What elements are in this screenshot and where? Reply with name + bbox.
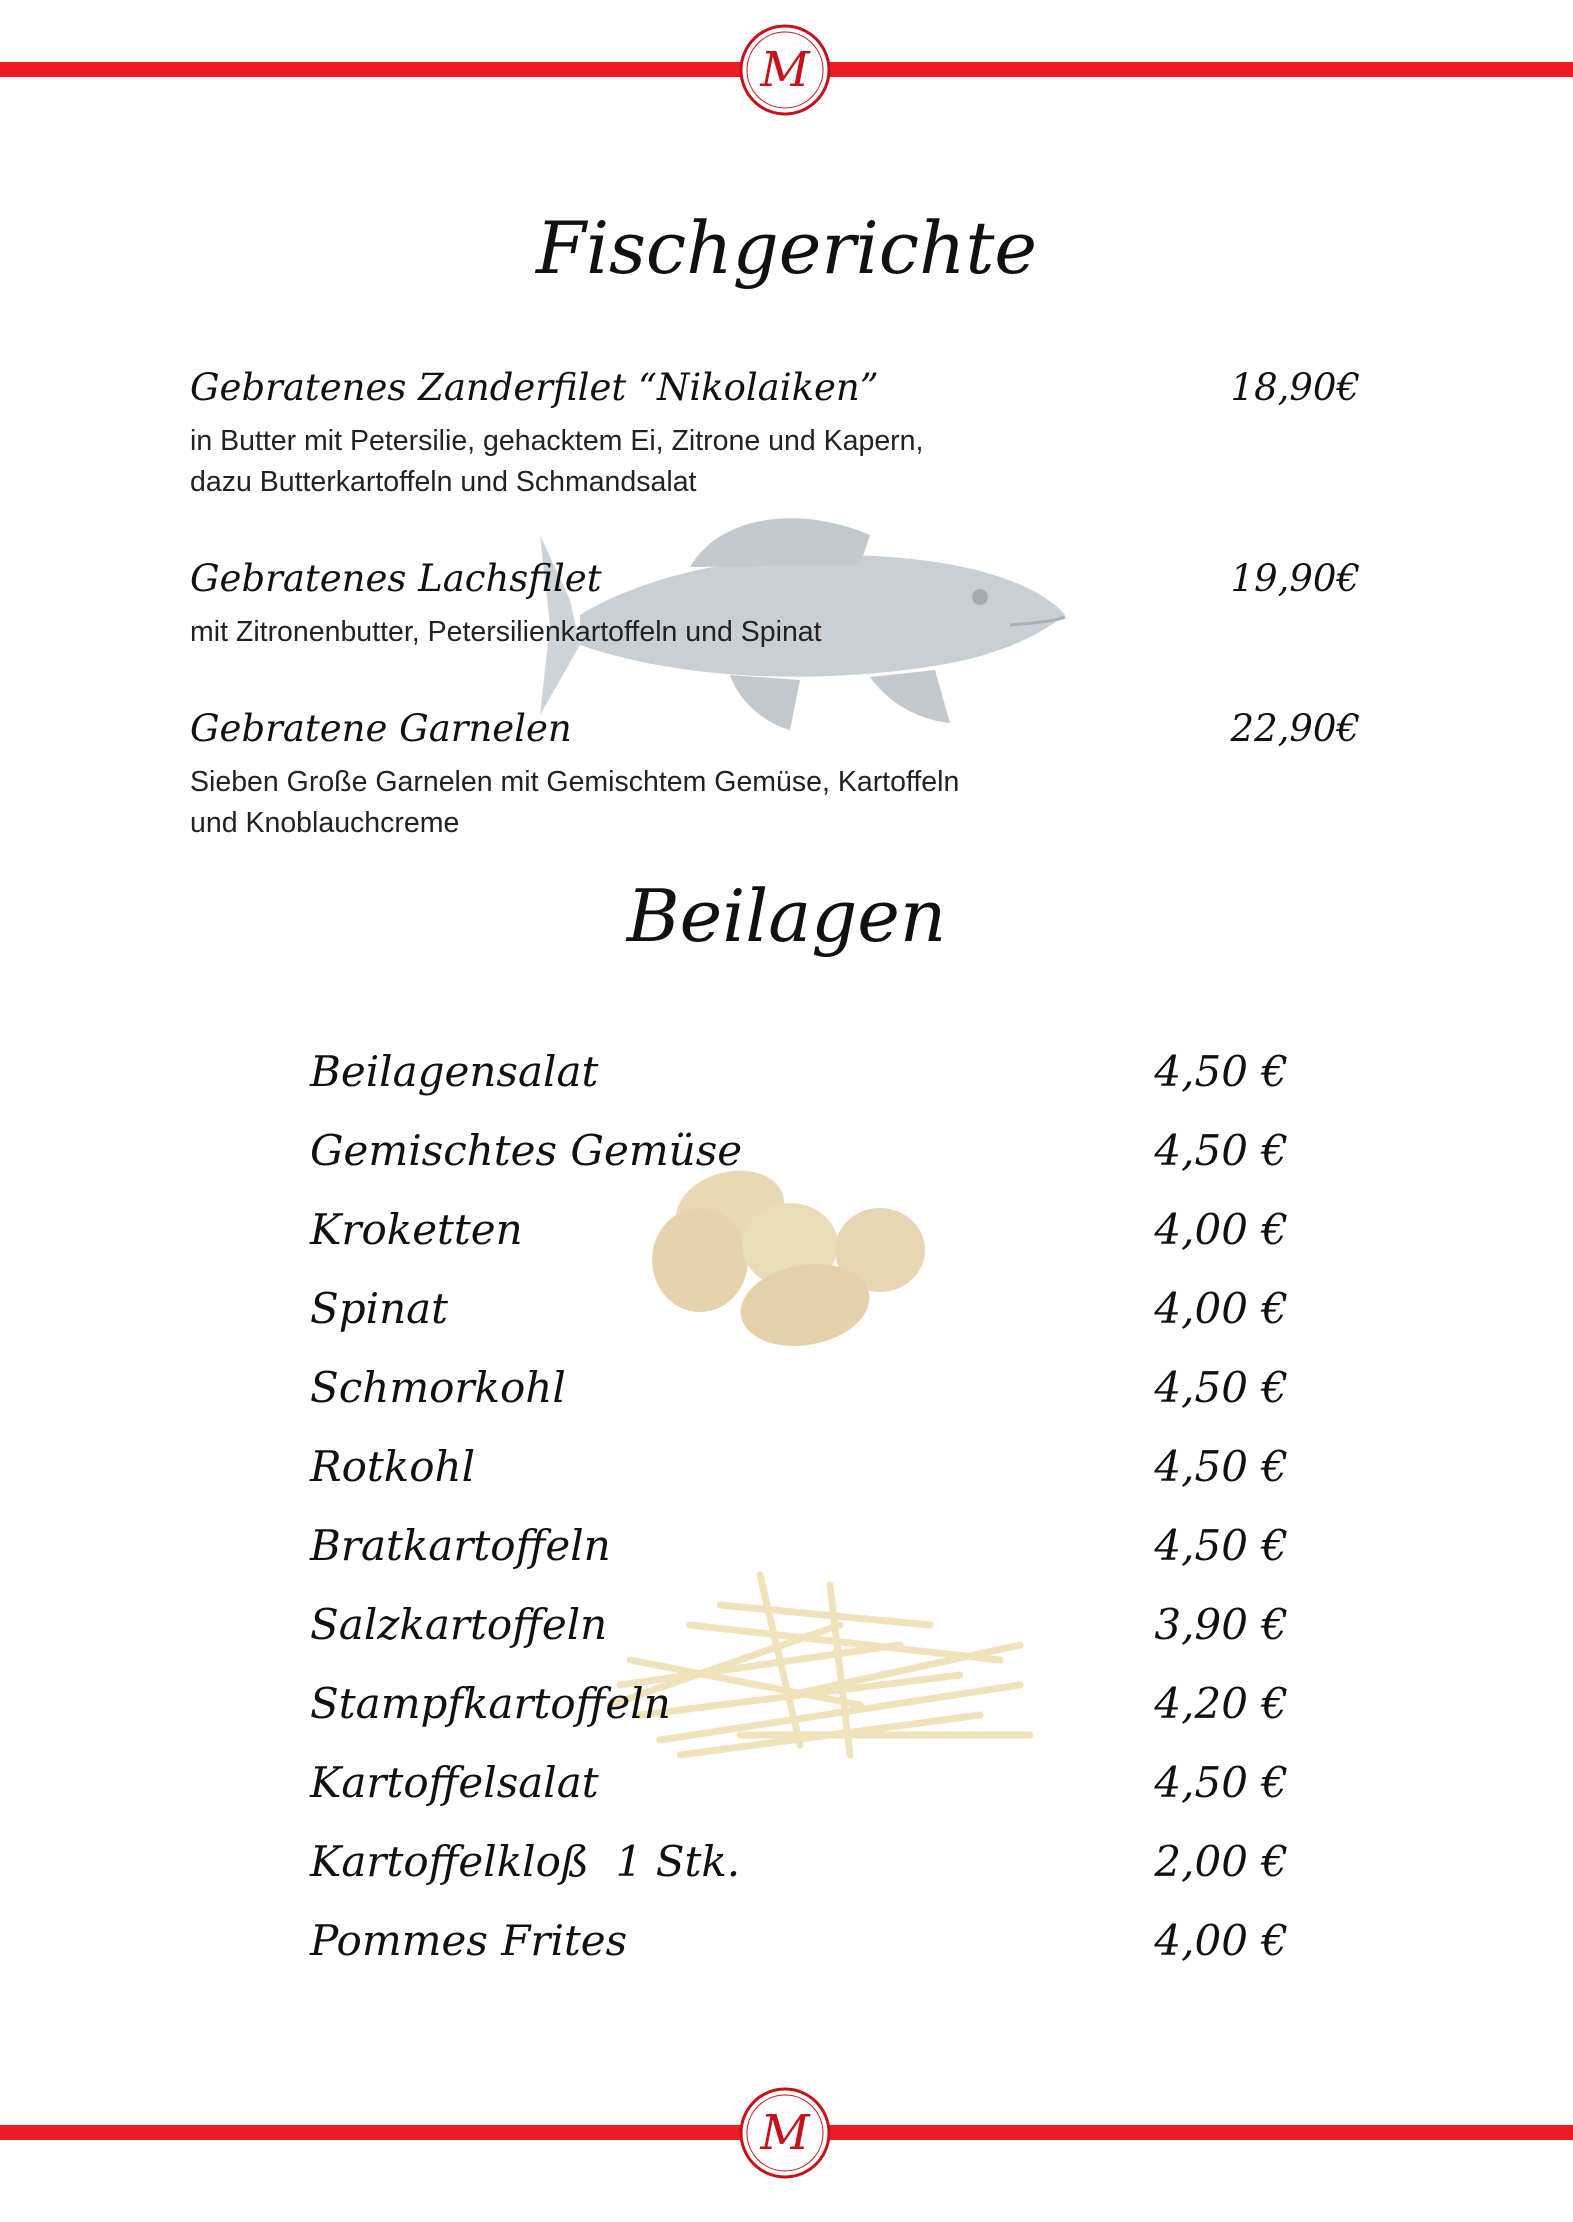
section-title-fish: Fischgerichte	[535, 206, 1037, 290]
side-item-price: 4,50 €	[1154, 1521, 1288, 1570]
side-item-price: 4,00 €	[1154, 1284, 1288, 1333]
side-item-name: Bratkartoffeln	[310, 1521, 611, 1570]
dish-description-line: mit Zitronenbutter, Petersilienkartoffeln und Spinat	[190, 616, 822, 648]
side-item-name: Pommes Frites	[310, 1916, 628, 1965]
monogram-logo	[738, 23, 832, 117]
side-item-name: Kartoffelkloß 1 Stk.	[310, 1837, 741, 1886]
side-item-name: Stampfkartoffeln	[310, 1679, 671, 1728]
side-item-price: 4,50 €	[1154, 1758, 1288, 1807]
dish-description	[190, 421, 1050, 503]
side-item-price: 4,50 €	[1154, 1363, 1288, 1412]
side-item-price: 4,50 €	[1154, 1126, 1288, 1175]
side-item-name: Gemischtes Gemüse	[310, 1126, 743, 1175]
side-item	[310, 1364, 1288, 1443]
dish-price: 19,90€	[1230, 557, 1360, 600]
side-item-name: Schmorkohl	[310, 1363, 566, 1412]
monogram-letter: M	[760, 42, 810, 98]
dish-description-line: und Knoblauchcreme	[190, 807, 460, 839]
dish-description-line: dazu Butterkartoffeln und Schmandsalat	[190, 466, 697, 498]
side-item-name: Rotkohl	[310, 1442, 476, 1491]
side-item	[310, 1917, 1288, 1996]
side-item	[310, 1285, 1288, 1364]
dish-price: 18,90€	[1230, 366, 1360, 409]
side-item-name: Spinat	[310, 1284, 449, 1333]
side-item	[310, 1048, 1288, 1127]
dish-price: 22,90€	[1230, 707, 1360, 750]
side-item	[310, 1443, 1288, 1522]
dish-name: Gebratenes Zanderfilet “Nikolaiken”	[190, 366, 879, 409]
side-item	[310, 1601, 1288, 1680]
side-item	[310, 1522, 1288, 1601]
side-item-price: 2,00 €	[1154, 1837, 1288, 1886]
monogram-letter: M	[760, 2105, 810, 2161]
side-item-price: 4,00 €	[1154, 1916, 1288, 1965]
dish-name: Gebratene Garnelen	[190, 707, 572, 750]
side-item-name: Kroketten	[310, 1205, 523, 1254]
side-item	[310, 1838, 1288, 1917]
side-item	[310, 1759, 1288, 1838]
dish-name: Gebratenes Lachsfilet	[190, 557, 602, 600]
side-item	[310, 1206, 1288, 1285]
side-item-price: 4,20 €	[1154, 1679, 1288, 1728]
side-item	[310, 1680, 1288, 1759]
dish-description	[190, 612, 1050, 653]
side-item-name: Beilagensalat	[310, 1047, 599, 1096]
sides-list	[310, 1048, 1288, 1996]
dish-description-line: in Butter mit Petersilie, gehacktem Ei, Zitrone und Kapern,	[190, 425, 924, 457]
side-item-price: 4,50 €	[1154, 1047, 1288, 1096]
dish-description	[190, 762, 1050, 844]
dish-description-line: Sieben Große Garnelen mit Gemischtem Gemüse, Kartoffeln	[190, 766, 960, 798]
side-item-price: 3,90 €	[1154, 1600, 1288, 1649]
side-item	[310, 1127, 1288, 1206]
side-item-name: Kartoffelsalat	[310, 1758, 599, 1807]
side-item-name: Salzkartoffeln	[310, 1600, 608, 1649]
monogram-logo	[738, 2086, 832, 2180]
side-item-price: 4,00 €	[1154, 1205, 1288, 1254]
section-title-sides: Beilagen	[626, 874, 947, 958]
side-item-price: 4,50 €	[1154, 1442, 1288, 1491]
